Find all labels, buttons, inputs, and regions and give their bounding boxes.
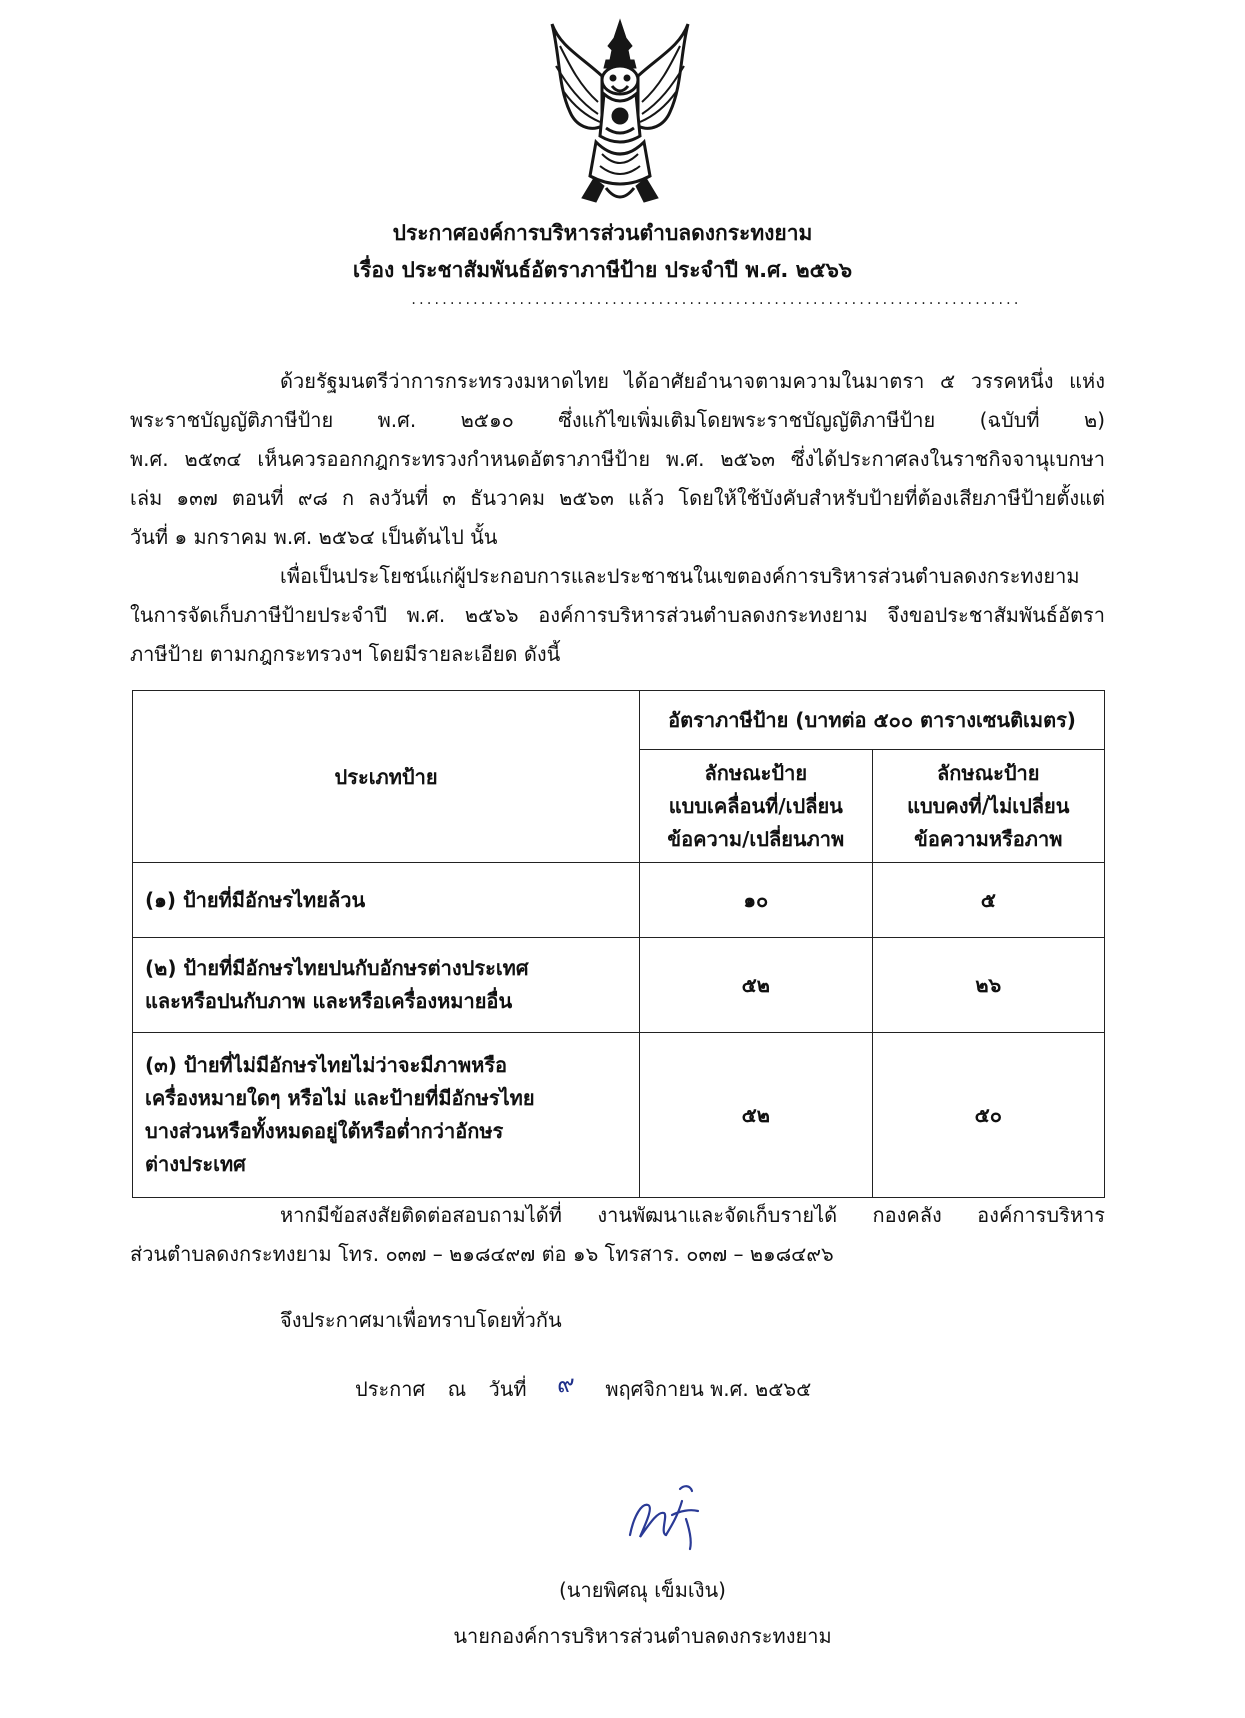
announcement-date [355, 1368, 811, 1407]
announce-prefix: ประกาศ [355, 1377, 426, 1401]
header-line: แบบเคลื่อนที่/เปลี่ยน [668, 793, 843, 818]
paragraph-line: เพื่อเป็นประโยชน์แก่ผู้ประกอบการและประชาชนในเขตองค์การบริหารส่วนตำบลดงกระทงยาม [280, 564, 1080, 588]
header-line: ข้อความ/เปลี่ยนภาพ [667, 826, 845, 851]
sign-type-line: และหรือปนกับภาพ และหรือเครื่องหมายอื่น [145, 989, 513, 1013]
paragraph-line: เล่ม ๑๓๗ ตอนที่ ๙๘ ก ลงวันที่ ๓ ธันวาคม ๒๕๖๓ แล้ว โดยให้ใช้บังคับสำหรับป้ายที่ต้องเสียภาษีป้ายตั้งแต่ [130, 486, 1105, 510]
announce-month-year: พฤศจิกายน พ.ศ. ๒๕๖๕ [605, 1377, 812, 1401]
header-line: ข้อความหรือภาพ [914, 826, 1063, 851]
sign-type-cell [133, 1033, 640, 1198]
header-line: แบบคงที่/ไม่เปลี่ยน [907, 793, 1070, 818]
sign-type-line: (๑) ป้ายที่มีอักษรไทยล้วน [145, 887, 366, 912]
paragraph-line: ส่วนตำบลดงกระทงยาม โทร. ๐๓๗ – ๒๑๘๔๙๗ ต่อ ๑๖ โทรสาร. ๐๓๗ – ๒๑๘๔๙๖ [130, 1242, 834, 1266]
garuda-emblem-icon [550, 16, 690, 208]
paragraph-line: ภาษีป้าย ตามกฎกระทรวงฯ โดยมีรายละเอียด ดังนี้ [130, 642, 561, 666]
paragraph-authority [130, 362, 1105, 557]
paragraph-closing [130, 1301, 1105, 1340]
table-row [133, 1033, 1105, 1198]
announce-day-handwritten: ๙ [557, 1370, 575, 1398]
sign-type-line: (๓) ป้ายที่ไม่มีอักษรไทยไม่ว่าจะมีภาพหรือ [145, 1053, 508, 1077]
moving-rate-cell: ๕๒ [640, 938, 872, 1033]
paragraph-line: จึงประกาศมาเพื่อทราบโดยทั่วกัน [280, 1308, 562, 1332]
fixed-rate-cell: ๕ [872, 863, 1104, 938]
announce-day-label: วันที่ [488, 1377, 527, 1401]
sign-type-cell [133, 863, 640, 938]
sign-type-line: ต่างประเทศ [145, 1152, 246, 1176]
signer-name: (นายพิศณุ เข็มเงิน) [559, 1578, 726, 1602]
title-separator: ............................................................................... [410, 293, 1021, 307]
fixed-rate-cell: ๕๐ [872, 1033, 1104, 1198]
paragraph-line: ในการจัดเก็บภาษีป้ายประจำปี พ.ศ. ๒๕๖๖ องค์การบริหารส่วนตำบลดงกระทงยาม จึงขอประชาสัมพันธ์อัตรา [130, 603, 1105, 627]
paragraph-purpose [130, 557, 1105, 674]
table-row [133, 863, 1105, 938]
sign-type-cell [133, 938, 640, 1033]
fixed-rate-cell: ๒๖ [872, 938, 1104, 1033]
signer-position: นายกองค์การบริหารส่วนตำบลดงกระทงยาม [453, 1624, 832, 1648]
paragraph-contact [130, 1196, 1105, 1274]
paragraph-line: พ.ศ. ๒๕๓๔ เห็นควรออกกฎกระทรวงกำหนดอัตราภาษีป้าย พ.ศ. ๒๕๖๓ ซึ่งได้ประกาศลงในราชกิจจานุเบกษา [130, 447, 1105, 471]
paragraph-line: หากมีข้อสงสัยติดต่อสอบถามได้ที่ งานพัฒนาและจัดเก็บรายได้ กองคลัง องค์การบริหาร [280, 1203, 1105, 1227]
sign-type-line: บางส่วนหรือทั้งหมดอยู่ใต้หรือต่ำกว่าอักษร [145, 1119, 504, 1143]
header-line: ลักษณะป้าย [937, 760, 1040, 785]
announce-at: ณ [447, 1377, 467, 1401]
paragraph-line: วันที่ ๑ มกราคม พ.ศ. ๒๕๖๔ เป็นต้นไป นั้น [130, 525, 498, 549]
header-sign-type: ประเภทป้าย [133, 691, 640, 863]
header-fixed-sign [872, 750, 1104, 863]
paragraph-line: พระราชบัญญัติภาษีป้าย พ.ศ. ๒๕๑๐ ซึ่งแก้ไขเพิ่มเติมโดยพระราชบัญญัติภาษีป้าย (ฉบับที่ ๒) [130, 408, 1105, 432]
tax-rate-table [132, 690, 1105, 1198]
table-row [133, 938, 1105, 1033]
announcement-title: ประกาศองค์การบริหารส่วนตำบลดงกระทงยาม [392, 221, 813, 245]
announcement-subject: เรื่อง ประชาสัมพันธ์อัตราภาษีป้าย ประจำปี พ.ศ. ๒๕๖๖ [352, 258, 853, 282]
signature-icon [620, 1475, 710, 1555]
header-moving-sign [640, 750, 872, 863]
header-line: ลักษณะป้าย [704, 760, 808, 785]
sign-type-line: เครื่องหมายใดๆ หรือไม่ และป้ายที่มีอักษรไทย [145, 1086, 535, 1110]
moving-rate-cell: ๑๐ [640, 863, 872, 938]
sign-type-line: (๒) ป้ายที่มีอักษรไทยปนกับอักษรต่างประเทศ [145, 956, 529, 980]
moving-rate-cell: ๕๒ [640, 1033, 872, 1198]
paragraph-line: ด้วยรัฐมนตรีว่าการกระทรวงมหาดไทย ได้อาศัยอำนาจตามความในมาตรา ๕ วรรคหนึ่ง แห่ง [280, 369, 1105, 393]
header-tax-rate: อัตราภาษีป้าย (บาทต่อ ๕๐๐ ตารางเซนติเมตร) [640, 691, 1105, 750]
